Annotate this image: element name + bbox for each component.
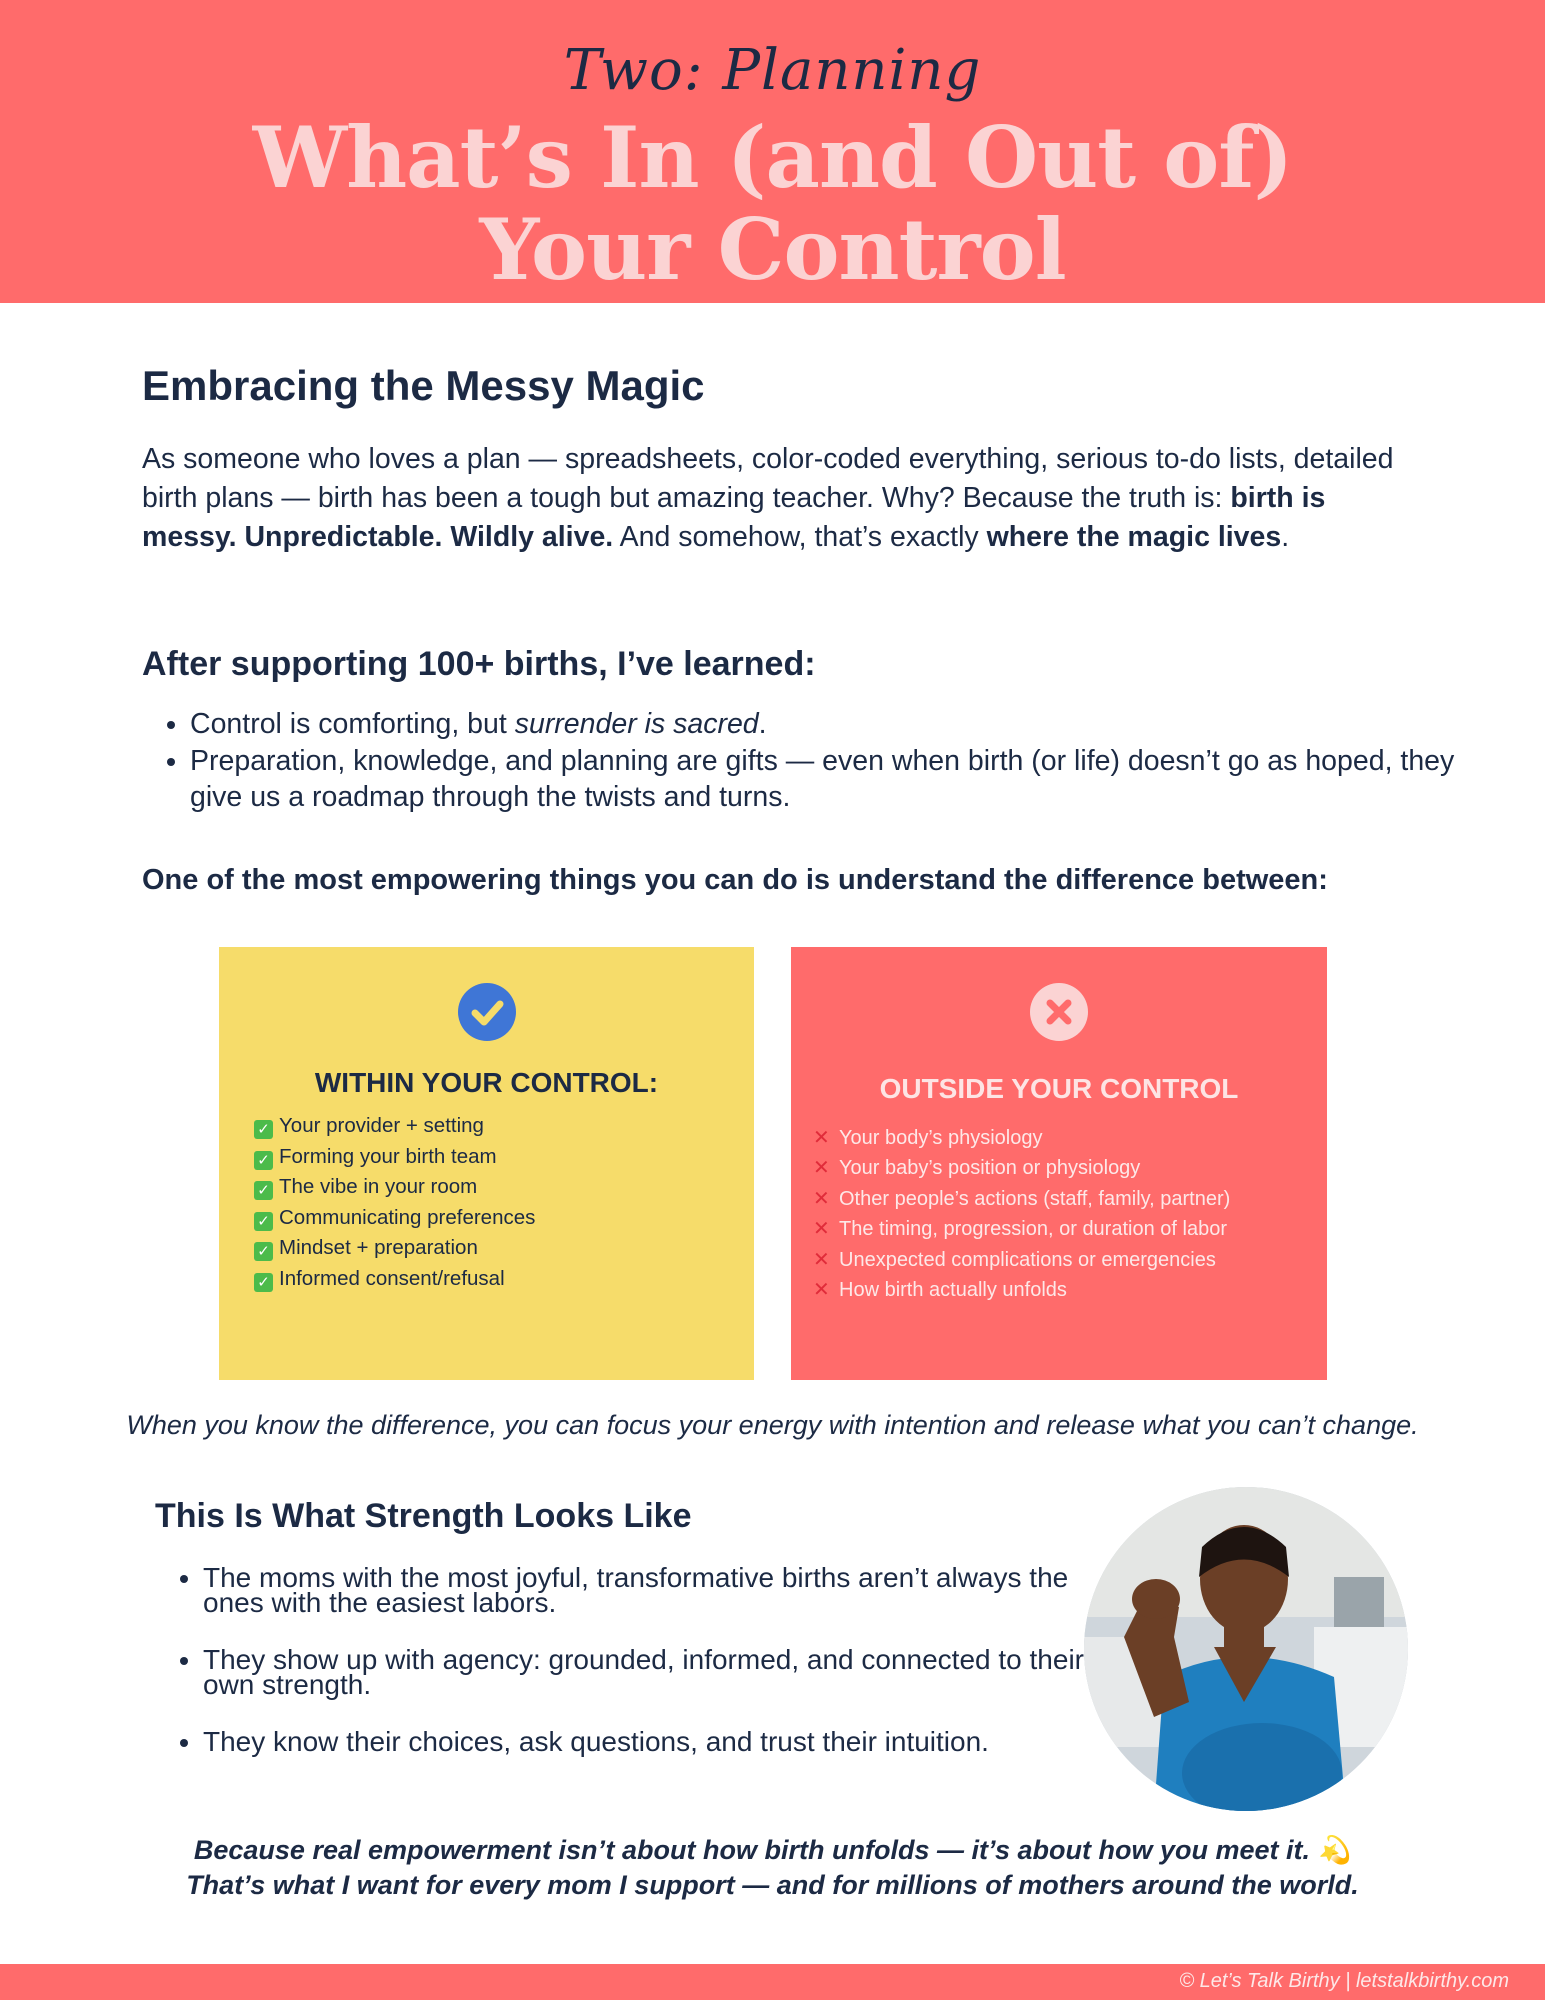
intro-text-1: As someone who loves a plan — spreadsheets, color-coded everything, serious to-do lists, detailed birth plans — birth has been a tough but amazing teacher. Why? Because the truth is: [142, 443, 1394, 514]
learned-emphasis: surrender is sacred [514, 708, 759, 740]
checkmark-icon: ✓ [254, 1181, 273, 1200]
learned-text-end: . [758, 708, 767, 740]
checkmark-icon: ✓ [254, 1151, 273, 1170]
cross-icon: ✕ [813, 1187, 830, 1210]
outside-control-box [791, 947, 1327, 1380]
list-item: • Preparation, knowledge, and planning are gifts — even when birth (or life) doesn’t go as hoped, they give us a roadmap through the twists and turns. [190, 743, 1460, 815]
list-item: • The moms with the most joyful, transformative births aren’t always the ones with the easiest labors. [203, 1565, 1103, 1615]
list-item [813, 1275, 1230, 1305]
list-item [813, 1184, 1230, 1214]
intro-bold-2: where the magic lives [986, 521, 1282, 553]
list-item [254, 1142, 535, 1173]
intro-text-3: . [1281, 521, 1290, 553]
within-control-box [219, 947, 754, 1380]
item-label: The timing, progression, or duration of labor [839, 1218, 1227, 1241]
item-label: Forming your birth team [279, 1144, 497, 1168]
item-label: How birth actually unfolds [839, 1279, 1067, 1302]
cross-icon: ✕ [813, 1279, 830, 1302]
cross-icon: ✕ [813, 1157, 830, 1180]
empower-statement: One of the most empowering things you can do is understand the difference between: [142, 864, 1328, 896]
strength-heading: This Is What Strength Looks Like [155, 1497, 692, 1535]
outside-control-title: OUTSIDE YOUR CONTROL [879, 1073, 1239, 1104]
checkmark-icon: ✓ [254, 1120, 273, 1139]
outside-control-list [813, 1123, 1230, 1305]
list-item [254, 1111, 535, 1142]
item-label: Your body’s physiology [839, 1127, 1043, 1149]
checkmark-icon: ✓ [254, 1212, 273, 1231]
within-control-list [254, 1111, 535, 1295]
item-label: Informed consent/refusal [279, 1266, 505, 1290]
list-item: • They show up with agency: grounded, informed, and connected to their own strength. [203, 1647, 1103, 1697]
closing-line-2: That’s what I want for every mom I support — and for millions of mothers around the world. [186, 1870, 1359, 1900]
item-label: Mindset + preparation [279, 1236, 478, 1260]
list-item [254, 1233, 535, 1264]
learned-text: Control is comforting, but [190, 708, 515, 740]
footer-band [0, 1964, 1545, 2000]
within-control-title: WITHIN YOUR CONTROL: [314, 1067, 659, 1098]
list-item [813, 1123, 1230, 1153]
cross-icon: ✕ [813, 1248, 830, 1271]
intro-bold-1: birth is messy. Unpredictable. Wildly alive. [142, 482, 1326, 553]
list-item [813, 1214, 1230, 1244]
cross-icon: ✕ [813, 1218, 830, 1241]
x-circle-icon [1030, 983, 1088, 1041]
item-label: Your baby’s position or physiology [839, 1157, 1141, 1180]
learned-heading: After supporting 100+ births, I’ve learned: [142, 645, 816, 683]
difference-statement: When you know the difference, you can focus your energy with intention and release what you can’t change. [126, 1410, 1419, 1440]
check-circle-icon [458, 983, 516, 1041]
list-item [254, 1172, 535, 1203]
header-band [0, 0, 1545, 303]
item-label: Your provider + setting [279, 1114, 484, 1137]
item-label: The vibe in your room [279, 1175, 478, 1199]
messy-magic-heading: Embracing the Messy Magic [142, 362, 705, 409]
list-item [190, 706, 1460, 742]
page-title [0, 108, 1545, 299]
checkmark-icon: ✓ [254, 1273, 273, 1292]
intro-text-2: And somehow, that’s exactly [613, 521, 987, 553]
closing-line-1: Because real empowerment isn’t about how birth unfolds — it’s about how you meet it. 💫 [193, 1835, 1352, 1865]
list-item [813, 1153, 1230, 1183]
list-item [254, 1203, 535, 1234]
footer-credit: © Let’s Talk Birthy | letstalkbirthy.com [1179, 1970, 1509, 1992]
item-label: Communicating preferences [279, 1205, 536, 1229]
checkmark-icon: ✓ [254, 1242, 273, 1261]
title-line-1: What’s In (and Out of) [252, 108, 1293, 207]
title-line-2: Your Control [479, 200, 1066, 299]
learned-list [142, 706, 1460, 816]
intro-paragraph [142, 440, 1412, 557]
list-item [813, 1245, 1230, 1275]
item-label: Other people’s actions (staff, family, partner) [839, 1187, 1231, 1210]
list-item: • They know their choices, ask questions, and trust their intuition. [203, 1729, 1103, 1754]
list-item [254, 1264, 535, 1295]
cross-icon: ✕ [813, 1127, 830, 1149]
closing-statement [0, 1833, 1545, 1903]
item-label: Unexpected complications or emergencies [839, 1248, 1216, 1271]
section-subtitle: Two: Planning [563, 38, 982, 103]
strong-mom-photo [1084, 1487, 1408, 1811]
strength-list [155, 1562, 1103, 1757]
